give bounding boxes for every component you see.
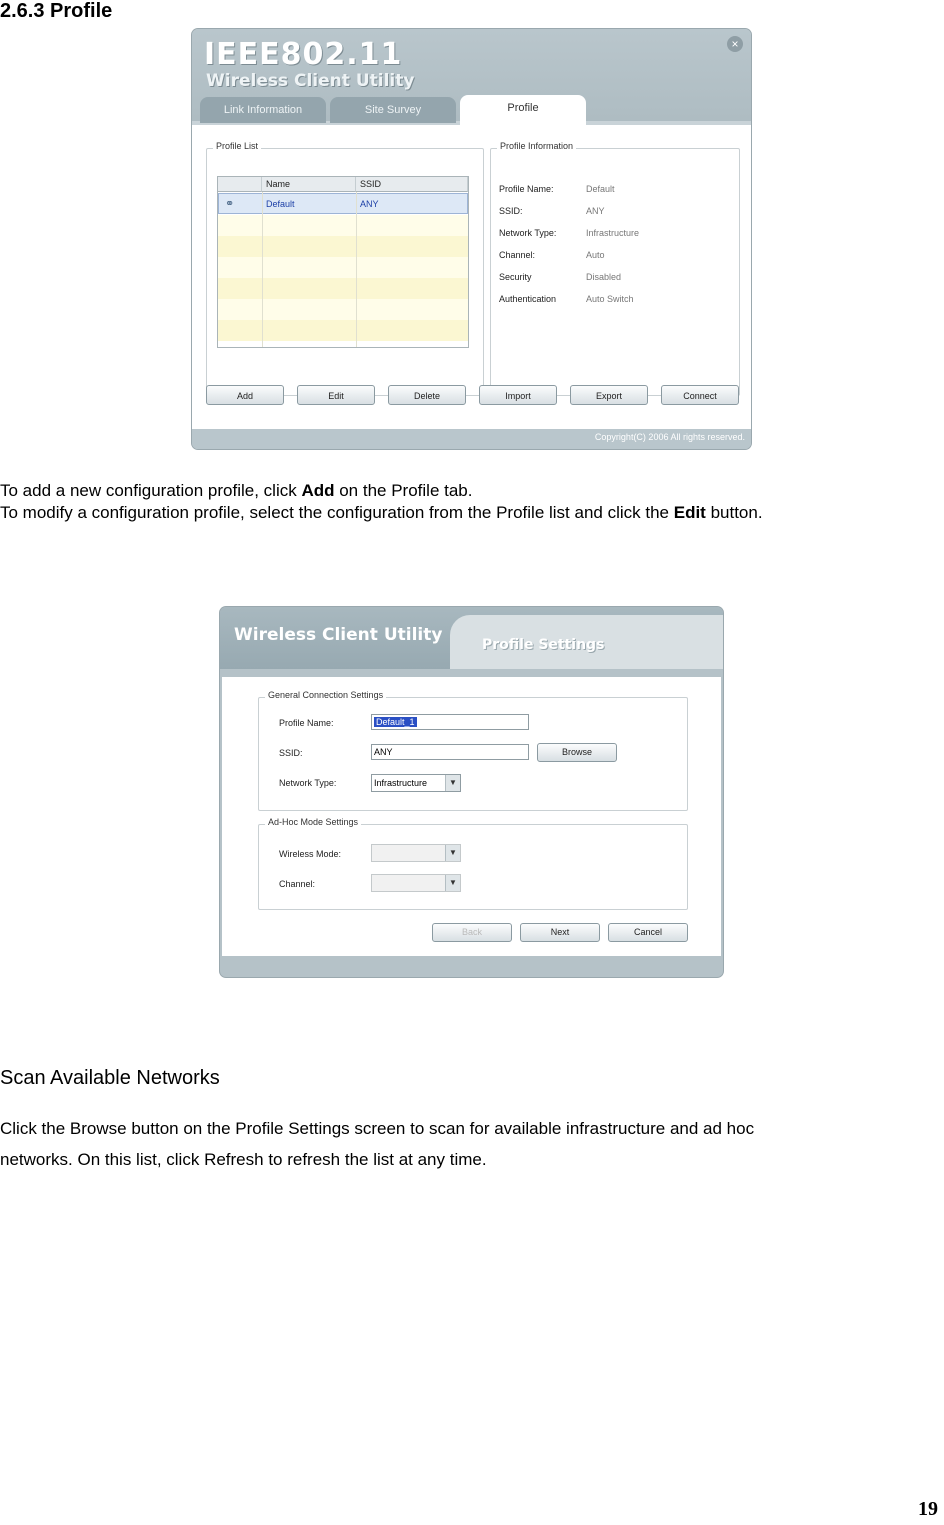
profile-name-value: Default_1 [376,717,415,727]
profile-list-group [206,141,484,396]
adhoc-settings-group [258,817,688,910]
empty-row [218,257,468,278]
cancel-button[interactable]: Cancel [608,923,688,942]
para-text: button. [705,503,763,522]
back-button[interactable]: Back [432,923,512,942]
app-subtitle: Wireless Client Utility [206,71,415,91]
page-number: 19 [918,1498,938,1520]
para-text: to refresh the list at any time. [263,1150,487,1169]
ssid-column-header[interactable] [356,177,468,192]
name-column-label: Name [266,179,291,189]
export-button[interactable]: Export [570,385,648,405]
profile-list-title: Profile List [213,141,261,151]
scan-heading: Scan Available Networks [0,1067,220,1089]
para-text: To add a new configuration profile, click [0,481,302,500]
empty-row [218,320,468,341]
info-value: Disabled [586,272,622,282]
connect-button[interactable]: Connect [661,385,739,405]
para-text: on the Profile tab. [334,481,473,500]
browse-button[interactable]: Browse [537,743,617,762]
instruction-paragraph [0,480,763,524]
import-button[interactable]: Import [479,385,557,405]
info-label: Network Type: [499,228,557,238]
wireless-mode-select[interactable] [371,844,461,862]
info-value: Auto Switch [586,294,634,304]
scan-paragraph [0,1113,754,1175]
window-header [220,607,723,669]
grid-line [356,192,357,347]
tab-link-information[interactable]: Link Information [200,97,326,123]
delete-button[interactable]: Delete [388,385,466,405]
wireless-mode-label: Wireless Mode: [279,849,342,859]
wireless-utility-window [192,29,751,449]
copyright-text: Copyright(C) 2006 All rights reserved. [594,432,745,442]
window-title: Wireless Client Utility [234,625,443,645]
info-label: SSID: [499,206,523,216]
window-body [222,677,721,956]
info-label: Channel: [499,250,536,260]
window-subtitle: Profile Settings [482,637,605,653]
info-value: Auto [586,250,605,260]
network-type-label: Network Type: [279,778,337,788]
wireless-profile-icon: ⚭ [225,198,235,210]
info-value: Infrastructure [586,228,640,238]
info-label: Security [499,272,532,282]
network-type-value: Infrastructure [374,778,428,788]
close-icon[interactable]: × [727,36,743,52]
grid-line [262,192,263,347]
para-text: Click the [0,1119,70,1138]
add-button[interactable]: Add [206,385,284,405]
channel-label: Channel: [279,879,316,889]
profile-name-label: Profile Name: [279,718,334,728]
profile-name-input[interactable] [371,714,529,730]
profile-row[interactable] [218,193,468,214]
adhoc-settings-title: Ad-Hoc Mode Settings [265,817,361,827]
profile-information-group [490,141,740,396]
empty-row [218,215,468,236]
general-settings-group [258,690,688,811]
icon-column-header [218,177,262,192]
network-type-select[interactable] [371,774,461,792]
window-header [192,29,751,121]
info-label: Profile Name: [499,184,554,194]
name-column-header[interactable] [262,177,356,192]
edit-keyword: Edit [673,503,706,522]
empty-row [218,236,468,257]
empty-row [218,299,468,320]
add-keyword: Add [301,481,335,500]
profile-information-title: Profile Information [497,141,576,151]
chevron-down-icon: ▼ [445,775,460,791]
ssid-label: SSID: [279,748,303,758]
profile-settings-window [220,607,723,977]
info-value: ANY [586,206,605,216]
ssid-column-label: SSID [360,179,382,189]
para-text: button on the Profile Settings screen to scan for available infrastructure and ad hoc [126,1119,755,1138]
channel-select[interactable] [371,874,461,892]
para-text: networks. On this list, click [0,1150,205,1169]
profile-name-cell: Default [266,199,295,209]
chevron-down-icon: ▼ [445,845,460,861]
window-footer [192,429,751,449]
chevron-down-icon: ▼ [445,875,460,891]
para-text: To modify a configuration profile, select the configuration from the Profile list and click the [0,503,674,522]
window-body [192,125,751,429]
app-logo: IEEE802.11 [204,37,403,72]
profile-ssid-cell: ANY [360,199,379,209]
refresh-keyword: Refresh [204,1150,264,1169]
ssid-input[interactable]: ANY [371,744,529,760]
profile-list [217,176,469,348]
tab-site-survey[interactable]: Site Survey [330,97,456,123]
next-button[interactable]: Next [520,923,600,942]
section-heading: 2.6.3 Profile [0,0,113,22]
edit-button[interactable]: Edit [297,385,375,405]
info-label: Authentication [499,294,557,304]
general-settings-title: General Connection Settings [265,690,386,700]
empty-row [218,278,468,299]
tab-profile[interactable]: Profile [460,95,586,125]
info-value: Default [586,184,615,194]
browse-keyword: Browse [69,1119,127,1138]
